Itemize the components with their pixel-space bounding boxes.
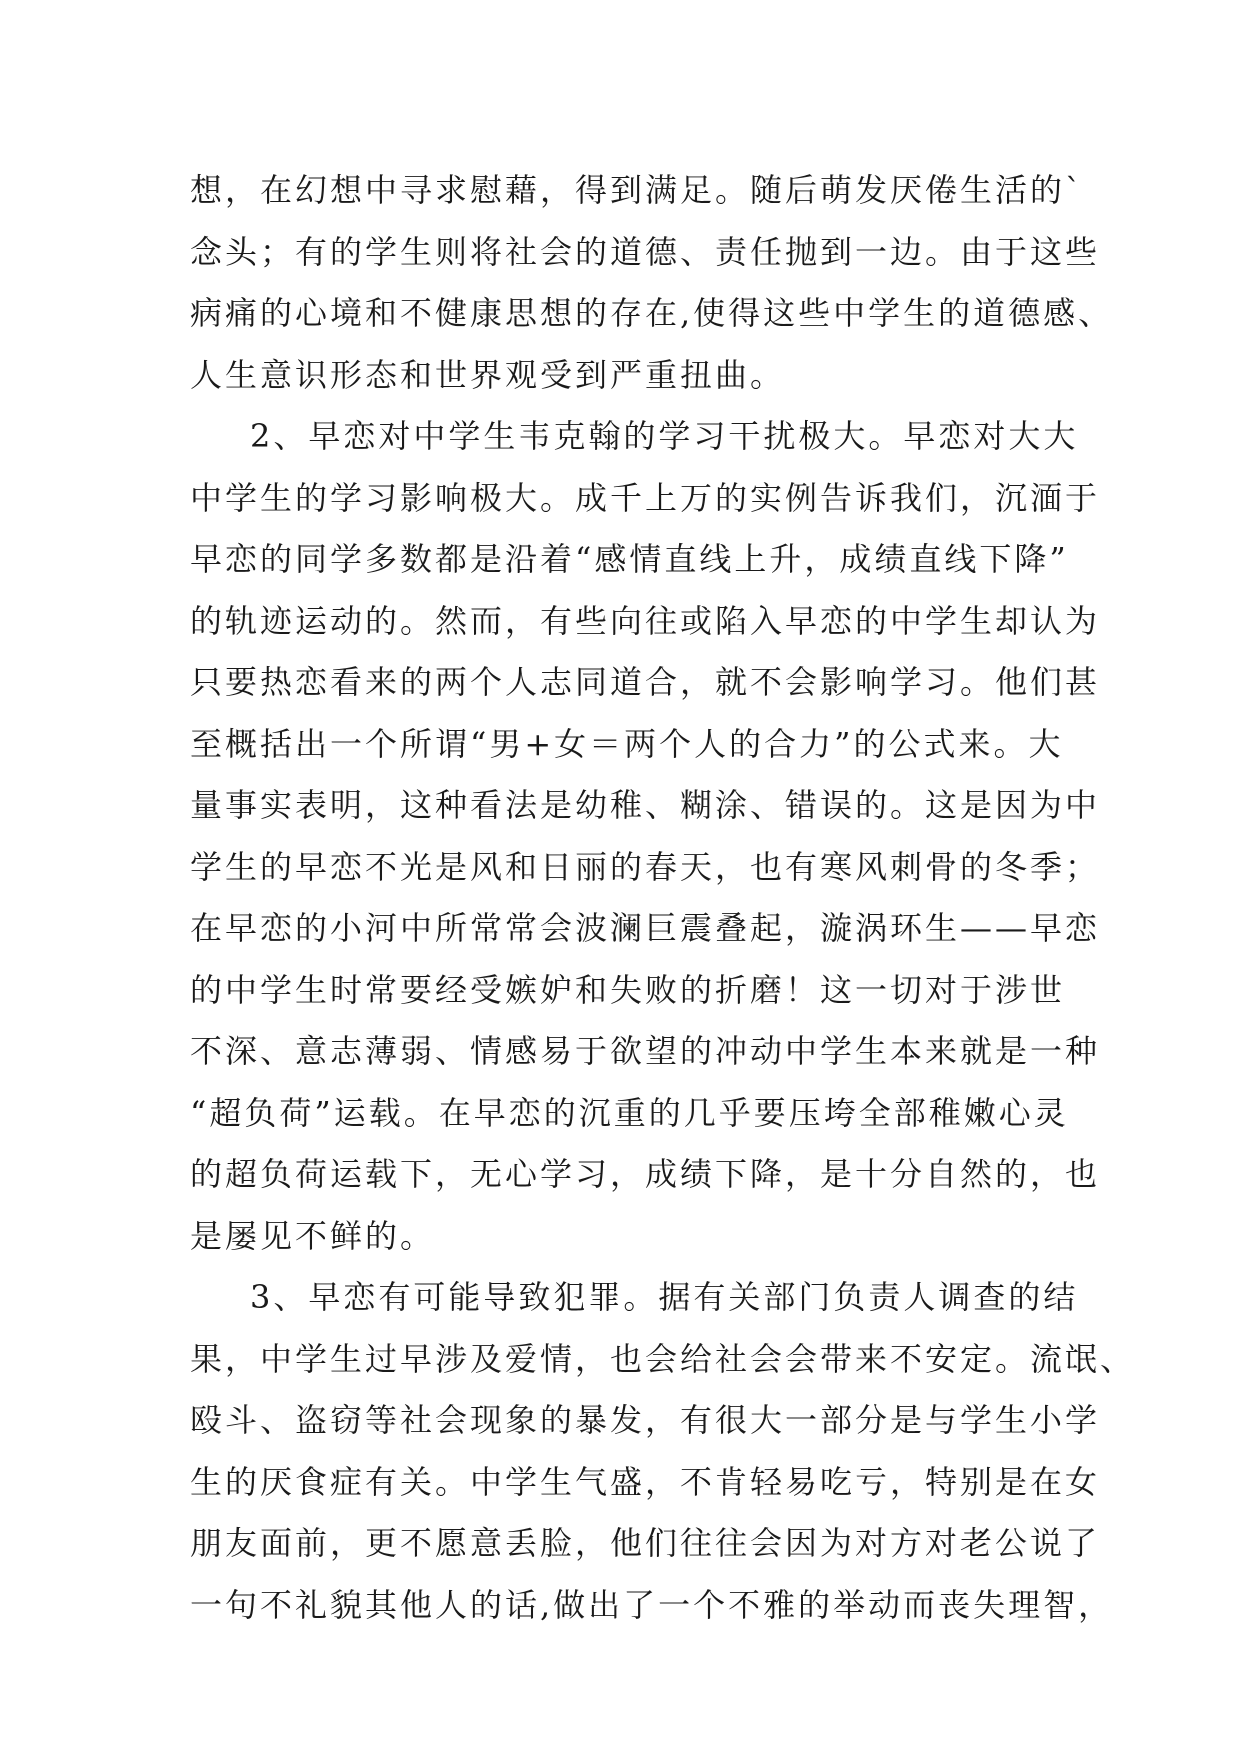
text-line: 只要热恋看来的两个人志同道合，就不会影响学习。他们甚 (190, 663, 1101, 701)
text-line: 3、早恋有可能导致犯罪。据有关部门负责人调查的结 (250, 1278, 1079, 1316)
text-line: 生的厌食症有关。中学生气盛，不肯轻易吃亏，特别是在女 (190, 1462, 1101, 1501)
text-line: 念头；有的学生则将社会的道德、责任抛到一边。由于这些 (190, 232, 1101, 271)
text-line: 学生的早恋不光是风和日丽的春天，也有寒风刺骨的冬季； (190, 847, 1101, 886)
text-line: 一句不礼貌其他人的话,做出了一个不雅的举动而丧失理智， (190, 1585, 1114, 1624)
text-line: 在早恋的小河中所常常会波澜巨震叠起，漩涡环生——早恋 (190, 909, 1101, 947)
text-line: 早恋的同学多数都是沿着“感情直线上升，成绩直线下降” (190, 540, 1069, 578)
text-line: 的轨迹运动的。然而，有些向往或陷入早恋的中学生却认为 (190, 601, 1101, 640)
text-line: 想，在幻想中寻求慰藉，得到满足。随后萌发厌倦生活的` (190, 171, 1085, 209)
text-line: 的超负荷运载下，无心学习，成绩下降，是十分自然的，也 (190, 1155, 1101, 1193)
text-line: 殴斗、盗窃等社会现象的暴发，有很大一部分是与学生小学 (190, 1401, 1101, 1439)
text-line: 不深、意志薄弱、情感易于欲望的冲动中学生本来就是一种 (190, 1032, 1101, 1070)
text-line: 中学生的学习影响极大。成千上万的实例告诉我们，沉湎于 (190, 478, 1101, 517)
text-line: 果，中学生过早涉及爱情，也会给社会会带来不安定。流氓、 (190, 1339, 1136, 1378)
text-line: 朋友面前，更不愿意丢脸，他们往往会因为对方对老公说了 (190, 1524, 1101, 1562)
text-line: 量事实表明，这种看法是幼稚、糊涂、错误的。这是因为中 (190, 786, 1101, 824)
text-line: 至概括出一个所谓“男+女＝两个人的合力”的公式来。大 (190, 724, 1064, 763)
text-line: “超负荷”运载。在早恋的沉重的几乎要压垮全部稚嫩心灵 (190, 1093, 1069, 1132)
body-text (190, 160, 1136, 1636)
text-line: 的中学生时常要经受嫉妒和失败的折磨！这一切对于涉世 (190, 970, 1066, 1009)
text-line: 病痛的心境和不健康思想的存在,使得这些中学生的道德感、 (190, 294, 1114, 332)
text-line: 2、早恋对中学生韦克翰的学习干扰极大。早恋对大大 (250, 417, 1079, 455)
text-line: 人生意识形态和世界观受到严重扭曲。 (190, 355, 786, 394)
text-line: 是屡见不鲜的。 (190, 1216, 436, 1255)
